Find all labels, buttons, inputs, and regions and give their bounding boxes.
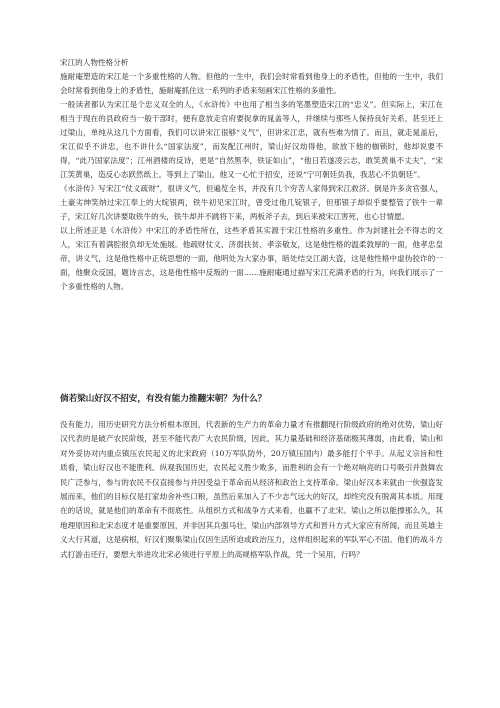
paragraph: 《水浒传》写宋江“仗义疏财”，很讲义气，但遍览全书，并没有几个穷苦人家得到宋江救济。倒是许多贪官强人，土豪劣绅笑纳过宋江奉上的大绽银两，铁牛初见宋江时，曾受过他几锭银子，但那银子却似乎要整管了铁牛一辈子，宋江好几次讲要取铁牛的头，铁牛却并不跳将下来，两板斧子去，到后来被宋江害死，也心甘情愿。	[60, 184, 443, 221]
paragraph: 以上所述正是《水浒传》中宋江的矛盾性所在，这些矛盾其实源于宋江性格的多重性。作为封建社会不得志的文人，宋江有着满腔报负却无处施展。他疏财仗义、济弱扶贫、孝亲敬友，这是他性格的温柔敦厚的一面，他孝忠皇帝，讲义气，这是他性格中正统思想的一面，他明处为大家办事，暗处结交江湖大盗，这是他性格中虚伪狡诈的一面，他聚众反国，题诗言志，这是他性格中反叛的一面……施耐庵通过描写宋江充满矛盾的行为，向我们展示了一个多重性格的人物。	[60, 226, 443, 291]
section-title: 宋江的人物性格分析	[60, 58, 129, 67]
paragraph: 施耐庵塑造的宋江是一个多重性格的人物。但他的一生中，我们会时常看到他身上的矛盾性，但他的一生中，我们会时常看到他身上的矛盾性，施耐庵抓住这一系列的矛盾来刻画宋江性格的多重性。	[60, 72, 443, 95]
character-analysis-section	[60, 56, 443, 294]
question-answer-section	[60, 392, 443, 562]
question-heading: 倘若梁山好汉不招安，有没有能力推翻宋朝？为什么？	[60, 394, 267, 404]
paragraph: 一般读者都认为宋江是个忠义双全的人，《水浒传》中也用了相当多的笔墨塑造宋江的“忠义”。但实际上，宋江在相当于现在的县政府当一般干部时，便有意放走官府要捉拿的晁盖等人，并继续与那些人保持良好关系，甚至还上过梁山，单纯从这几个方面看，我们可以讲宋江很够“义气”，但讲宋江忠，就有些难为情了。而且，就走晁盖后，宋江似乎不讲忠，也不讲什么“国家法度”，而发配江州时，梁山好汉劫得他，欲放下他的枷锁时，他却说要不得，“此乃国家法度”；江州酒楼的反诗，更是“自然黑李，铁证如山”，“他日若遂凌云志，敢笑黄巢不丈夫”，“宋江笑黄巢，造反心态跃然纸上，等到上了梁山，他又一心忙于招安，还说“宁可朝廷负我，我悲心不负朝廷”。	[60, 100, 443, 179]
answer-paragraph: 没有能力。用历史研究方法分析根本原因，代表新的生产力的革命力量才有推翻现行阶级政府的绝对优势，梁山好汉代表的是破产农民阶级，甚至不能代表广大农民阶级，因此，其力量基础和经济基础极其薄弱，由此看，梁山和对外妥协对内重点镇压农民起义的北宋政府（10万军队防外，20万镇压国内）最多能打个平手。从起义宗旨和性质看，梁山好汉也不能胜利。纵观我国历史，农民起义胜少败多，而胜利的会有一个绝对响亮的口号吸引并鼓舞农民广泛参与，参与的农民不仅直接参与并因受益于革命而从经济和政治上支持革命。梁山好汉本来就由一伙强盗发展而来，他们的目标仅是打家劫舍补些口粮，虽然后来加入了不少志气远大的好汉，却终究没有脱离其本质。用现在的话说，就是他们的革命有不彻底性。从组织方式和战争方式来看，也赢不了北宋。梁山之所以能撑那么久，其地理原因和北宋态度才是重要原因，并非因其兵强马壮，梁山内部领导方式和晋升方式大家应有所闻，而且英雄主义大行其道，这是病根，好汉们聚集梁山仅因生活所迫或政治压力，这样组织起来的军队军心不固。他们的战斗方式打游击还行，要想大举进攻北宋必须进行平原上的高规格军队作战，凭一个吴用，行吗？	[60, 420, 443, 559]
